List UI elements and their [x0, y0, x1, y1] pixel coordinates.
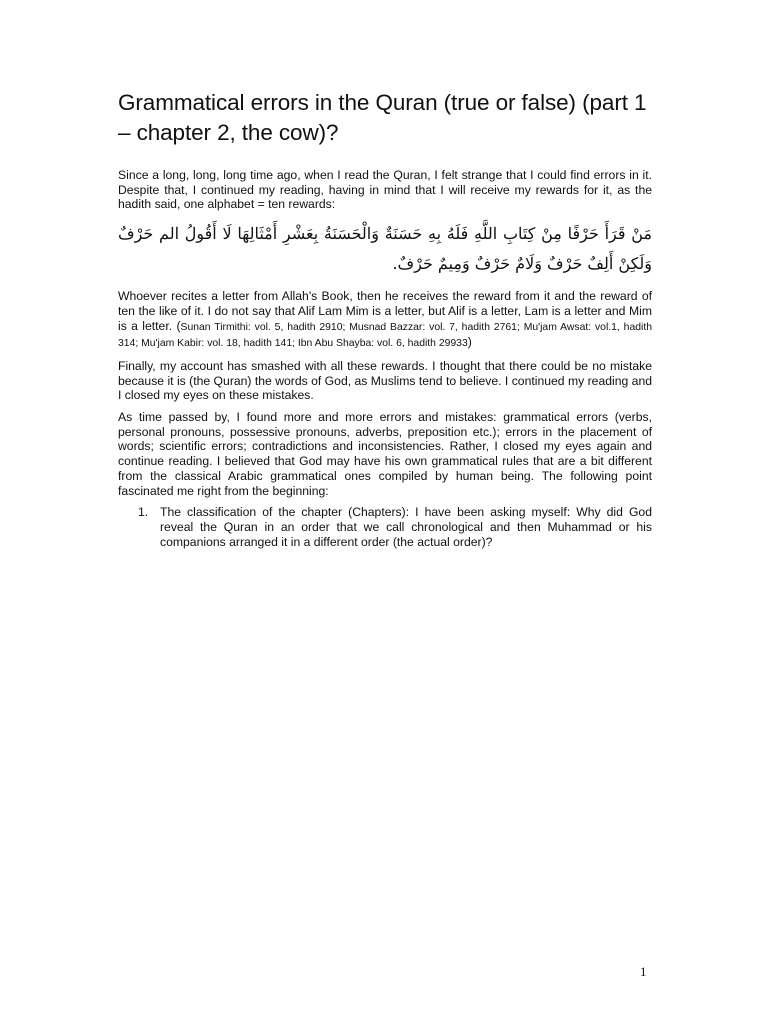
document-page: [118, 88, 652, 549]
translation-text: Whoever recites a letter from Allah's Book, then he receives the reward from it and the reward of ten the like of it. I do not say that Alif Lam Mim is a letter, but Alif is a letter, Lam is a letter and Mim is a letter. (: [118, 289, 652, 333]
translation-paragraph: [118, 289, 652, 352]
list-item-text: The classification of the chapter (Chapters): I have been asking myself: Why did God reveal the Quran in an order that we call chronological and then Muhammad or his companions arranged it in a different order (the actual order)?: [160, 505, 652, 549]
citation-text: Sunan Tirmithi: vol. 5, hadith 2910; Musnad Bazzar: vol. 7, hadith 2761; Mu'jam Awsat: vol.1, hadith 314; Mu'jam Kabir: vol. 18, hadith 141; Ibn Abu Shayba: vol. 6, hadith 29933: [118, 321, 652, 350]
numbered-list: [118, 505, 652, 549]
as-time-paragraph: As time passed by, I found more and more errors and mistakes: grammatical errors (verbs, personal pronouns, possessive pronouns, adverbs, preposition etc.); errors in the placement of words; scientific errors; contradictions and inconsistencies. Rather, I closed my eyes again and continue reading. I believed that God may have his own grammatical rules that are a bit different from the classical Arabic grammatical ones compiled by human being. The following point fascinated me right from the beginning:: [118, 410, 652, 498]
finally-paragraph: Finally, my account has smashed with all these rewards. I thought that there could be no mistake because it is (the Quran) the words of God, as Muslims tend to believe. I continued my reading and I closed my eyes on these mistakes.: [118, 358, 652, 403]
arabic-hadith-text: مَنْ قَرَأَ حَرْفًا مِنْ كِتَابِ اللَّهِ فَلَهُ بِهِ حَسَنَةٌ وَالْحَسَنَةُ بِعَشْرِ أَمْثَالِهَا لَا أَقُولُ الم حَرْفٌ وَلَكِنْ أَلِفٌ حَرْفٌ وَلَامٌ حَرْفٌ وَمِيمٌ حَرْفٌ.: [118, 224, 652, 274]
page-number: 1: [640, 964, 647, 979]
list-item-number: 1.: [138, 505, 149, 520]
list-item: [118, 505, 652, 549]
intro-paragraph: Since a long, long, long time ago, when I read the Quran, I felt strange that I could find errors in it. Despite that, I continued my reading, having in mind that I will receive my rewards for it, as the hadith said, one alphabet = ten rewards:: [118, 168, 652, 212]
citation-close: ): [467, 335, 472, 350]
document-title: Grammatical errors in the Quran (true or false) (part 1 – chapter 2, the cow)?: [118, 90, 647, 145]
